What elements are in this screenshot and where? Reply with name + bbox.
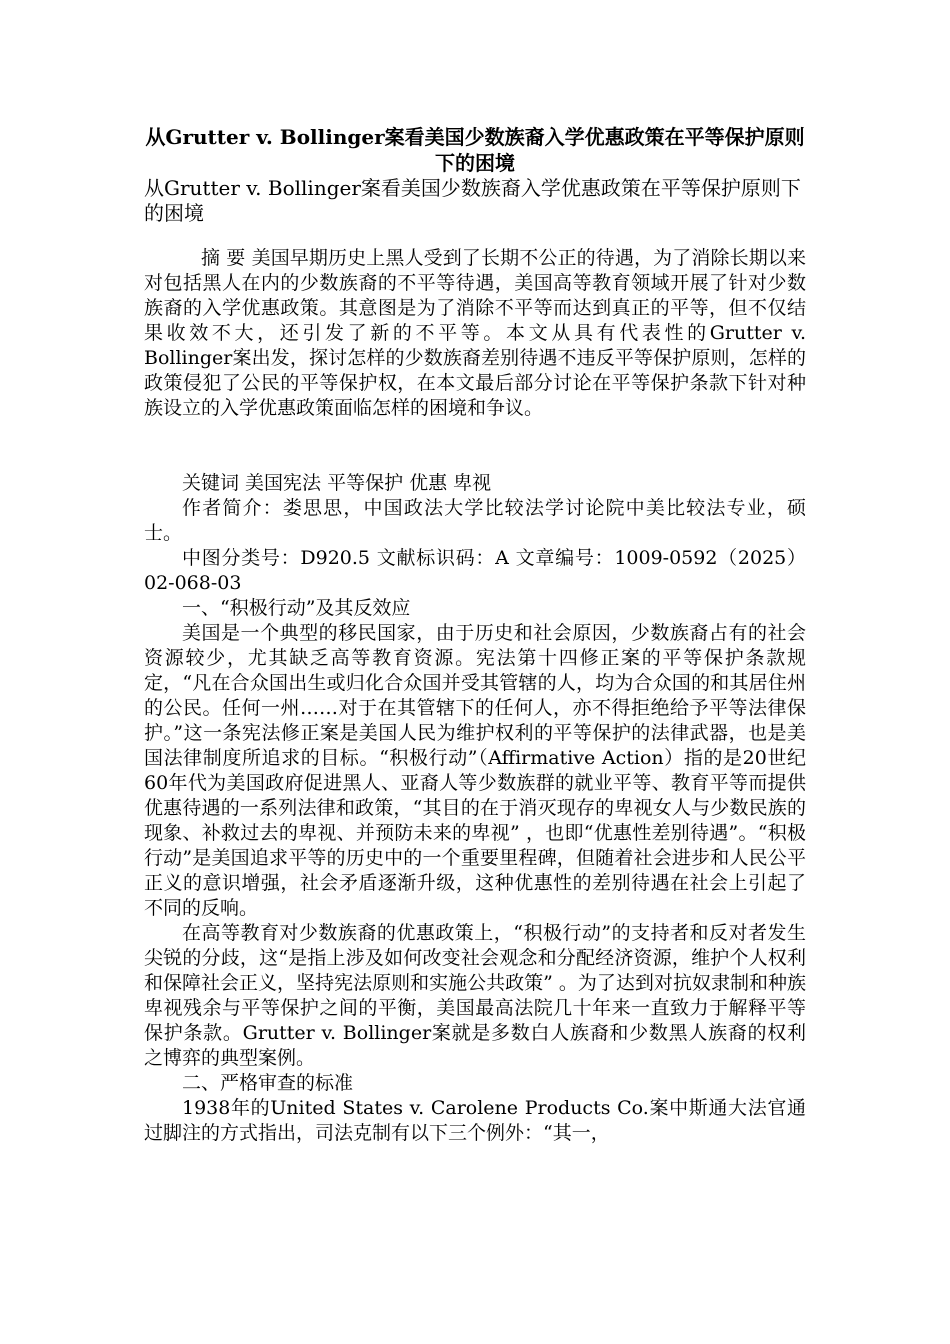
document-body: [144, 246, 806, 1146]
body-paragraph: 1938年的United States v. Carolene Products Co.案中斯通大法官通过脚注的方式指出，司法克制有以下三个例外：“其一，: [144, 1097, 806, 1144]
keywords-line: 关键词 美国宪法 平等保护 优惠 卑视: [182, 472, 492, 494]
section-heading: 二、严格审查的标准: [182, 1072, 354, 1094]
section-heading: 一、“积极行动”及其反效应: [182, 597, 411, 619]
document-subtitle: 从Grutter v. Bollinger案看美国少数族裔入学优惠政策在平等保护原则下的困境: [144, 176, 801, 225]
document-title: 从Grutter v. Bollinger案看美国少数族裔入学优惠政策在平等保护原则下的困境: [145, 125, 805, 175]
body-paragraph: 在高等教育对少数族裔的优惠政策上，“积极行动”的支持者和反对者发生尖锐的分歧，这“是指上涉及如何改变社会观念和分配经济资源，维护个人权利和保障社会正义，坚持宪法原则和实施公共政策” 。为了达到对抗奴隶制和种族卑视残余与平等保护之间的平衡，美国最高法院几十年来一直致力于解释平等保护条款。Grutter v. Bollinger案就是多数白人族裔和少数黑人族裔的权利之博弈的典型案例。: [144, 922, 806, 1069]
paragraph-spacer: [144, 446, 806, 471]
author-info: 作者简介：娄思思，中国政法大学比较法学讨论院中美比较法专业，硕士。: [144, 497, 806, 544]
abstract-paragraph: 摘 要 美国早期历史上黑人受到了长期不公正的待遇，为了消除长期以来对包括黑人在内的少数族裔的不平等待遇，美国高等教育领域开展了针对少数族裔的入学优惠政策。其意图是为了消除不平等而达到真正的平等，但不仅结果收效不大，还引发了新的不平等。本文从具有代表性的Grutter v. Bollinger案出发，探讨怎样的少数族裔差别待遇不违反平等保护原则，怎样的政策侵犯了公民的平等保护权，在本文最后部分讨论在平等保护条款下针对种族设立的入学优惠政策面临怎样的困境和争议。: [144, 247, 806, 419]
classification-line: 中图分类号：D920.5 文献标识码：A 文章编号：1009-0592（2025）02-068-03: [144, 547, 806, 594]
body-paragraph: 美国是一个典型的移民国家，由于历史和社会原因，少数族裔占有的社会资源较少，尤其缺乏高等教育资源。宪法第十四修正案的平等保护条款规定，“凡在合众国出生或归化合众国并受其管辖的人，均为合众国的和其居住州的公民。任何一州……对于在其管辖下的任何人，亦不得拒绝给予平等法律保护。”这一条宪法修正案是美国人民为维护权利的平等保护的法律武器，也是美国法律制度所追求的目标。“积极行动”（Affirmative Action）指的是20世纪60年代为美国政府促进黑人、亚裔人等少数族群的就业平等、教育平等而提供优惠待遇的一系列法律和政策，“其目的在于消灭现存的卑视女人与少数民族的现象、补救过去的卑视、并预防未来的卑视” ，也即“优惠性差别待遇”。“积极行动”是美国追求平等的历史中的一个重要里程碑，但随着社会进步和人民公平正义的意识增强，社会矛盾逐渐升级，这种优惠性的差别待遇在社会上引起了不同的反响。: [144, 622, 806, 919]
paragraph-spacer: [144, 421, 806, 446]
